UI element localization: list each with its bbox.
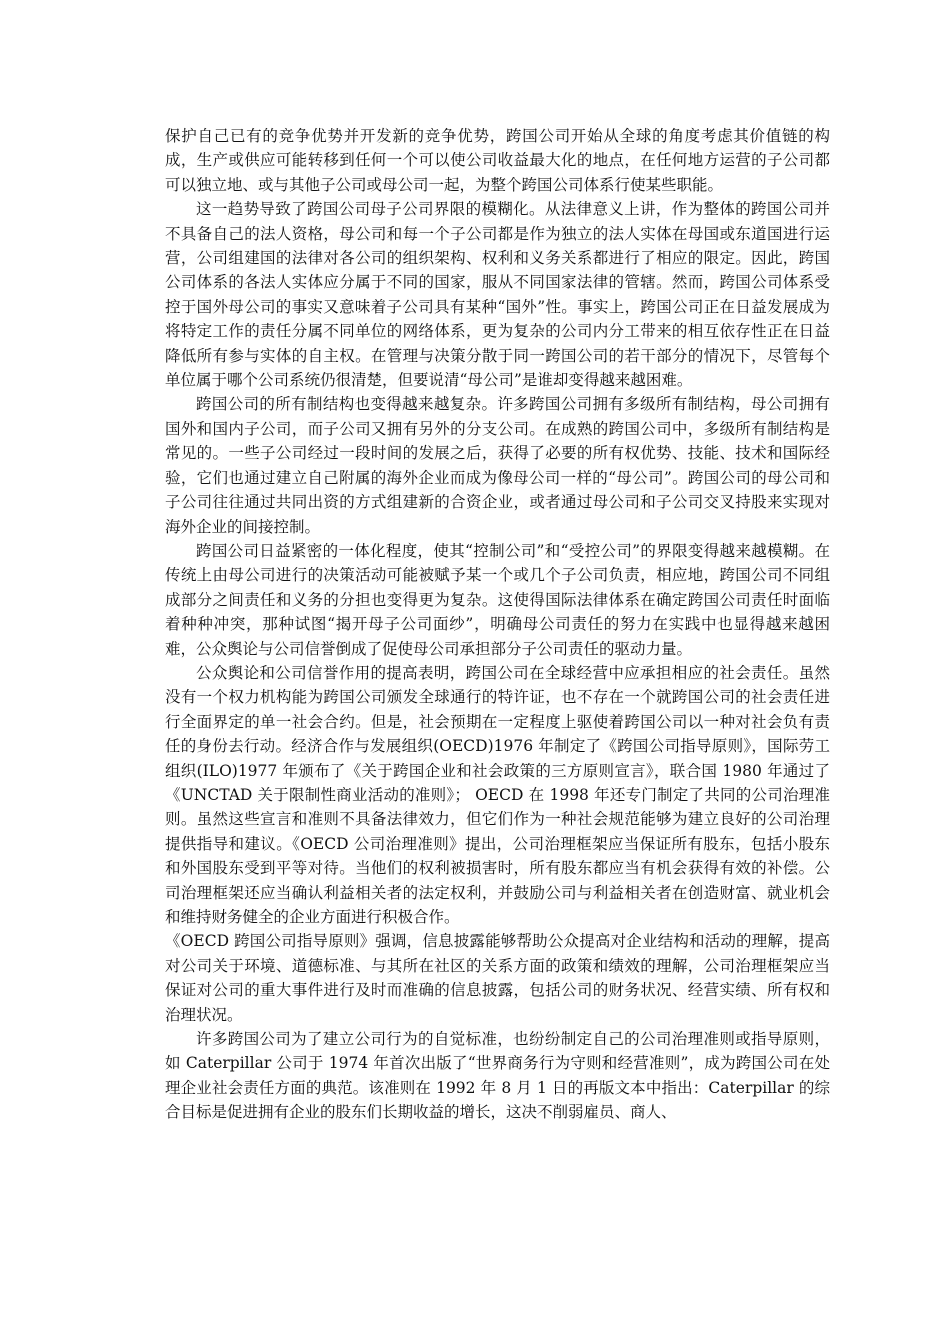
paragraph-6: 《OECD 跨国公司指导原则》强调，信息披露能够帮助公众提高对企业结构和活动的理解，提高对公司关于环境、道德标准、与其所在社区的关系方面的政策和绩效的理解，公司治理框架应当保证对公司的重大事件进行及时而准确的信息披露，包括公司的财务状况、经营实绩、所有权和治理状况。 (165, 932, 830, 1024)
paragraph-3: 跨国公司的所有制结构也变得越来越复杂。许多跨国公司拥有多级所有制结构，母公司拥有国外和国内子公司，而子公司又拥有另外的分支公司。在成熟的跨国公司中，多级所有制结构是常见的。一些子公司经过一段时间的发展之后，获得了必要的所有权优势、技能、技术和国际经验，它们也通过建立自己附属的海外企业而成为像母公司一样的“母公司”。跨国公司的母公司和子公司往往通过共同出资的方式组建新的合资企业，或者通过母公司和子公司交叉持股来实现对海外企业的间接控制。 (165, 395, 830, 536)
body-text (165, 124, 830, 1125)
paragraph-2: 这一趋势导致了跨国公司母子公司界限的模糊化。从法律意义上讲，作为整体的跨国公司并不具备自己的法人资格，母公司和每一个子公司都是作为独立的法人实体在母国或东道国进行运营，公司组建国的法律对各公司的组织架构、权利和义务关系都进行了相应的限定。因此，跨国公司体系的各法人实体应分属于不同的国家，服从不同国家法律的管辖。然而，跨国公司体系受控于国外母公司的事实又意味着子公司具有某种“国外”性。事实上，跨国公司正在日益发展成为将特定工作的责任分属不同单位的网络体系，更为复杂的公司内分工带来的相互依存性正在日益降低所有参与实体的自主权。在管理与决策分散于同一跨国公司的若干部分的情况下，尽管每个单位属于哪个公司系统仍很清楚，但要说清“母公司”是谁却变得越来越困难。 (165, 200, 830, 390)
paragraph-7: 许多跨国公司为了建立公司行为的自觉标准，也纷纷制定自己的公司治理准则或指导原则，如 Caterpillar 公司于 1974 年首次出版了“世界商务行为守则和经营准则”，成为跨国公司在处理企业社会责任方面的典范。该准则在 1992 年 8 月 1 日的再版文本中指出：Caterpillar 的综合目标是促进拥有企业的股东们长期收益的增长，这决不削弱雇员、商人、 (165, 1030, 830, 1122)
paragraph-5: 公众舆论和公司信誉作用的提高表明，跨国公司在全球经营中应承担相应的社会责任。虽然没有一个权力机构能为跨国公司颁发全球通行的特许证，也不存在一个就跨国公司的社会责任进行全面界定的单一社会合约。但是，社会预期在一定程度上驱使着跨国公司以一种对社会负有责任的身份去行动。经济合作与发展组织(OECD)1976 年制定了《跨国公司指导原则》，国际劳工组织(ILO)1977 年颁布了《关于跨国企业和社会政策的三方原则宣言》，联合国 1980 年通过了《UNCTAD 关于限制性商业活动的准则》； OECD 在 1998 年还专门制定了共同的公司治理准则。虽然这些宣言和准则不具备法律效力，但它们作为一种社会规范能够为建立良好的公司治理提供指导和建议。《OECD 公司治理准则》提出，公司治理框架应当保证所有股东，包括小股东和外国股东受到平等对待。当他们的权利被损害时，所有股东都应当有机会获得有效的补偿。公司治理框架还应当确认利益相关者的法定权利，并鼓励公司与利益相关者在创造财富、就业机会和维持财务健全的企业方面进行积极合作。 (165, 663, 830, 926)
paragraph-1: 保护自己已有的竞争优势并开发新的竞争优势，跨国公司开始从全球的角度考虑其价值链的构成，生产或供应可能转移到任何一个可以使公司收益最大化的地点，在任何地方运营的子公司都可以独立地、或与其他子公司或母公司一起，为整个跨国公司体系行使某些职能。 (165, 127, 830, 194)
paragraph-4: 跨国公司日益紧密的一体化程度，使其“控制公司”和“受控公司”的界限变得越来越模糊。在传统上由母公司进行的决策活动可能被赋予某一个或几个子公司负责，相应地，跨国公司不同组成部分之间责任和义务的分担也变得更为复杂。这使得国际法律体系在确定跨国公司责任时面临着种种冲突，那种试图“揭开母子公司面纱”，明确母公司责任的努力在实践中也显得越来越困难，公众舆论与公司信誉倒成了促使母公司承担部分子公司责任的驱动力量。 (165, 541, 830, 658)
